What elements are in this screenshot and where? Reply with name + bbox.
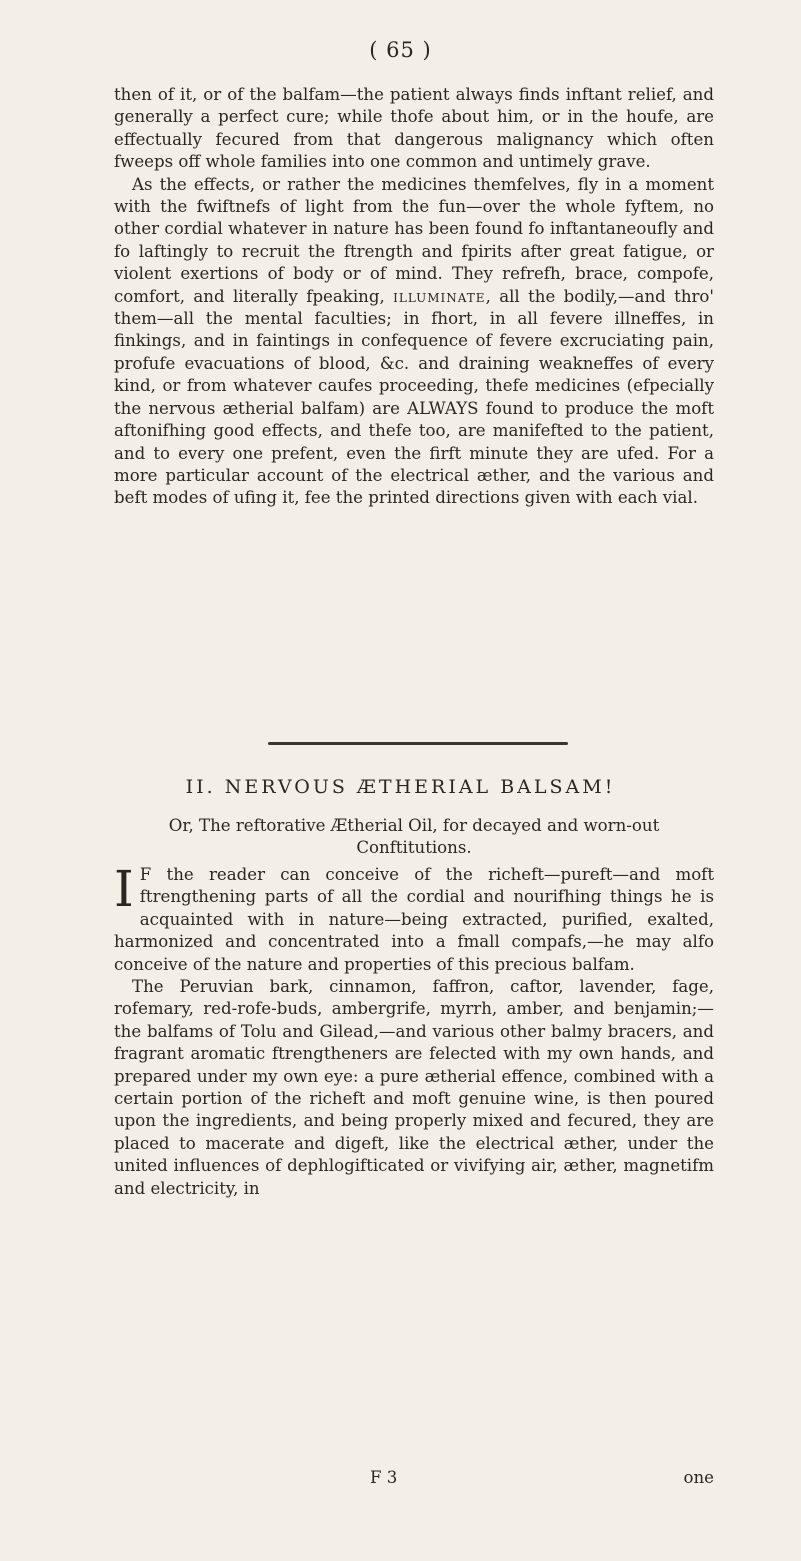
paragraph-1: then of it, or of the balfam—the patient always finds inftant relief, and generally a perfect cure; while thofe about him, or in the houfe, are effectually fecured from that dangerous malignancy which often fweeps off whole families into one common and untimely grave. bbox=[114, 85, 714, 172]
section-heading: II. NERVOUS ÆTHERIAL BALSAM! bbox=[185, 776, 616, 798]
section-subheading: Or, The reftorative Ætherial Oil, for decayed and worn-out Conftitutions. bbox=[168, 816, 660, 858]
paragraph-2-part-b: , all the bodily,—and thro' them—all the mental faculties; in fhort, in all fevere illneffes, in finkings, and in faintings in confequence of fevere excruciating pain, profufe evacuations of blood, &c. and draining weakneffes of every kind, or from whatever caufes proceeding, thefe medicines (efpecially the nervous ætherial balfam) are ALWAYS found to produce the moft aftonifhing good effects, and thefe too, are manifefted to the patient, and to every one prefent, even the firft minute they are ufed. For a more particular account of the electrical æther, and the various and beft modes of ufing it, fee the printed directions given with each vial. bbox=[114, 286, 714, 508]
section-divider bbox=[268, 742, 568, 745]
paragraph-4: The Peruvian bark, cinnamon, faffron, caftor, lavender, fage, rofemary, red-rofe-buds, ambergrife, myrrh, amber, and benjamin;—the balfams of Tolu and Gilead,—and various other balmy bracers, and fragrant aromatic ftrengtheners are felected with my own hands, and prepared under my own eye: a pure ætherial effence, combined with a certain portion of the richeft and moft genuine wine, is then poured upon the ingredients, and being properly mixed and fecured, they are placed to macerate and digeft, like the electrical æther, under the united influences of dephlogifticated or vivifying air, æther, magnetifm and electricity, in bbox=[114, 977, 714, 1198]
text-block-top bbox=[114, 84, 714, 510]
page-number: ( 65 ) bbox=[369, 38, 432, 62]
paragraph-3 bbox=[114, 860, 714, 976]
text-block-bottom bbox=[114, 860, 714, 1200]
paragraph-2 bbox=[114, 174, 714, 510]
drop-cap: I bbox=[114, 860, 134, 918]
paragraph-3-text: F the reader can conceive of the richeft—pureft—and moft ftrengthening parts of all the cordial and nourifhing things he is acquainted with in nature—being extracted, purified, exalted, harmonized and concentrated into a fmall compafs,—he may alfo conceive of the nature and properties of this precious balfam. bbox=[114, 865, 714, 974]
signature-mark: F 3 bbox=[370, 1468, 398, 1487]
illuminate-word: illuminate bbox=[393, 286, 486, 306]
paragraph-2-part-a: As the effects, or rather the medicines themfelves, fly in a moment with the fwiftnefs of light from the fun—over the whole fyftem, no other cordial whatever in nature has been found fo inftantaneoufly and fo laftingly to recruit the ftrength and fpirits after great fatigue, or violent exertions of body or of mind. They refrefh, brace, compofe, comfort, and literally fpeaking, bbox=[114, 174, 714, 306]
catchword: one bbox=[683, 1468, 714, 1487]
